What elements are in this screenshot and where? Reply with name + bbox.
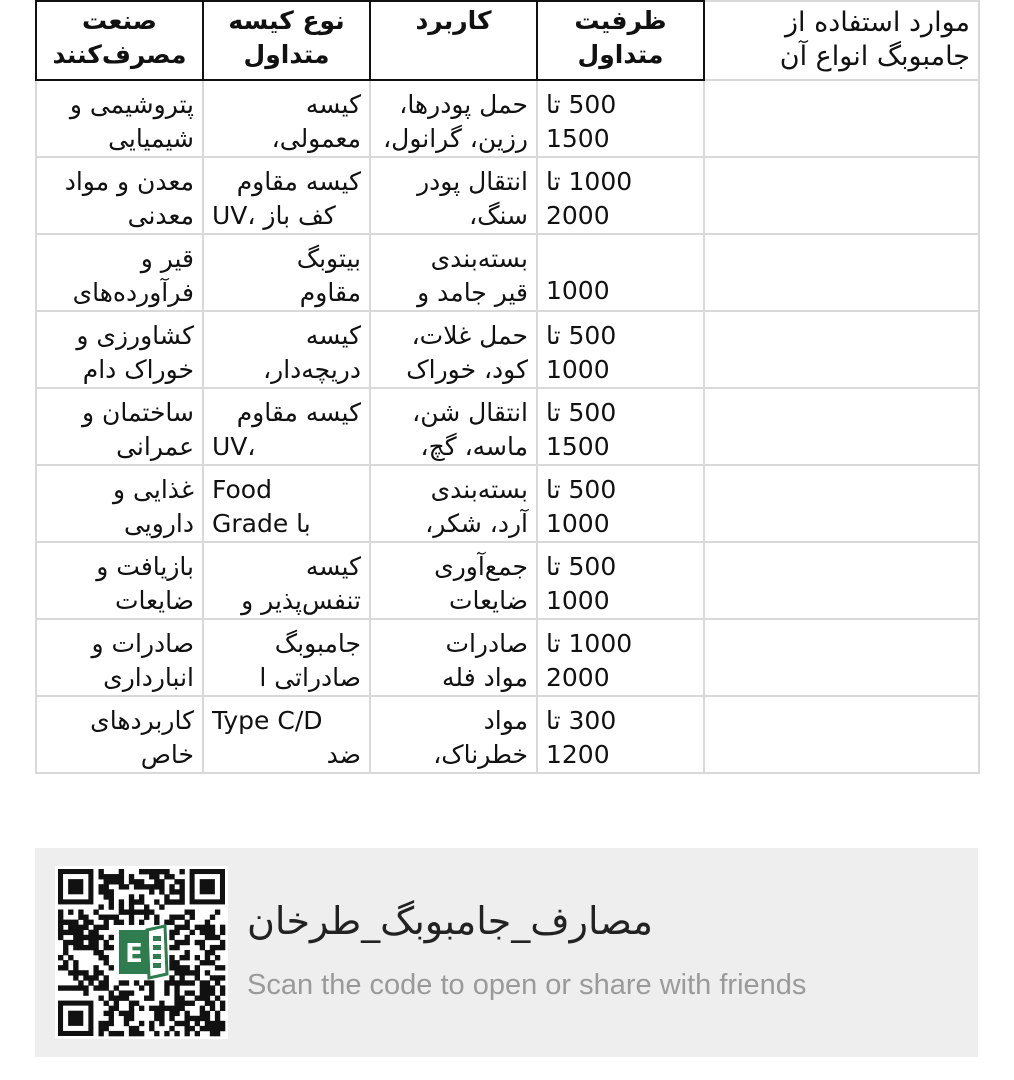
table-row <box>36 157 979 234</box>
cell-industry[interactable] <box>36 542 203 619</box>
cell-line: معدن و مواد <box>64 167 194 196</box>
header-line: نوع کیسه <box>228 6 345 35</box>
cell-notes-empty[interactable] <box>704 80 979 157</box>
share-hint: Scan the code to open or share with friends <box>247 969 807 1001</box>
cell-line: ضد <box>326 740 361 769</box>
cell-line: کشاورزی و <box>76 321 194 350</box>
cell-bag-type[interactable] <box>203 542 370 619</box>
cell-line: دارویی <box>123 509 194 538</box>
cell-line: ضایعات <box>448 586 528 615</box>
header-line: موارد استفاده از <box>784 7 970 38</box>
cell-line: شیمیایی <box>108 124 194 153</box>
cell-bag-type[interactable] <box>203 696 370 773</box>
cell-line: معدنی <box>127 201 194 230</box>
cell-line: 1000 <box>546 276 610 305</box>
cell-line: جمع‌آوری <box>434 552 528 581</box>
cell-line: Grade با <box>212 509 311 538</box>
cell-line: خوراک دام <box>82 355 194 384</box>
cell-line: صادرات <box>445 629 528 658</box>
cell-usage[interactable] <box>370 619 537 696</box>
cell-industry[interactable] <box>36 157 203 234</box>
table-row <box>36 465 979 542</box>
cell-line: معمولی، <box>271 124 361 153</box>
cell-industry[interactable] <box>36 465 203 542</box>
cell-line: ساختمان و <box>81 398 194 427</box>
cell-line: آرد، شکر، <box>425 509 528 538</box>
cell-line: حمل غلات، <box>411 321 528 350</box>
cell-line: جامبوبگ <box>274 629 361 658</box>
cell-line: 1000 <box>546 586 610 615</box>
header-line: جامبوبگ انواع آن <box>779 41 970 72</box>
cell-usage[interactable] <box>370 542 537 619</box>
cell-usage[interactable] <box>370 465 537 542</box>
cell-line: انتقال پودر <box>417 167 528 196</box>
cell-line: 1200 <box>546 740 610 769</box>
cell-line: مواد فله <box>442 663 528 692</box>
table-row <box>36 542 979 619</box>
cell-usage[interactable] <box>370 311 537 388</box>
cell-notes-empty[interactable] <box>704 696 979 773</box>
table-row <box>36 619 979 696</box>
cell-line: صادرات و <box>91 629 194 658</box>
cell-line: دریچه‌دار، <box>263 355 361 384</box>
cell-line: بازیافت و <box>96 552 194 581</box>
cell-line: مواد <box>483 706 528 735</box>
cell-bag-type[interactable] <box>203 388 370 465</box>
cell-industry[interactable] <box>36 80 203 157</box>
cell-line: ماسه، گچ، <box>420 432 528 461</box>
header-bag-type[interactable] <box>203 1 370 80</box>
cell-capacity[interactable] <box>537 157 704 234</box>
cell-industry[interactable] <box>36 311 203 388</box>
cell-line: 500 تا <box>546 398 617 427</box>
cell-capacity[interactable] <box>537 696 704 773</box>
cell-line: 1000 <box>546 509 610 538</box>
cell-line: کیسه <box>305 321 361 350</box>
cell-line: کود، خوراک <box>406 355 528 384</box>
cell-line: مقاوم <box>299 278 361 307</box>
cell-line: کیسه مقاوم <box>236 398 361 427</box>
cell-bag-type[interactable] <box>203 619 370 696</box>
qr-code-image <box>55 866 228 1039</box>
cell-industry[interactable] <box>36 696 203 773</box>
cell-bag-type[interactable] <box>203 80 370 157</box>
cell-capacity[interactable] <box>537 311 704 388</box>
cell-line: کاربردهای <box>90 706 194 735</box>
cell-usage[interactable] <box>370 157 537 234</box>
header-row <box>36 1 979 80</box>
cell-line: Food <box>212 475 272 504</box>
cell-industry[interactable] <box>36 619 203 696</box>
cell-bag-type[interactable] <box>203 465 370 542</box>
cell-bag-type[interactable] <box>203 234 370 311</box>
cell-line: کیسه <box>305 552 361 581</box>
share-footer <box>35 848 978 1057</box>
header-line: متداول <box>577 40 664 69</box>
cell-line: 500 تا <box>546 321 617 350</box>
header-industry[interactable] <box>36 1 203 80</box>
header-usage[interactable] <box>370 1 537 80</box>
table-row <box>36 696 979 773</box>
cell-line: کیسه مقاوم <box>236 167 361 196</box>
cell-line: غذایی و <box>113 475 194 504</box>
cell-line: 300 تا <box>546 706 617 735</box>
cell-usage[interactable] <box>370 234 537 311</box>
spreadsheet-table <box>35 0 980 774</box>
cell-capacity[interactable] <box>537 234 704 311</box>
cell-capacity[interactable] <box>537 619 704 696</box>
cell-line: بسته‌بندی <box>430 244 528 273</box>
cell-line: Type C/D <box>212 706 323 735</box>
table-row <box>36 311 979 388</box>
cell-notes-empty[interactable] <box>704 388 979 465</box>
cell-usage[interactable] <box>370 388 537 465</box>
cell-bag-type[interactable] <box>203 311 370 388</box>
cell-line: صادراتی ا <box>259 663 361 692</box>
cell-line: سنگ، <box>469 201 528 230</box>
table-body <box>36 80 979 773</box>
cell-line: 1500 <box>546 124 610 153</box>
header-line: صنعت <box>82 6 157 35</box>
table-row <box>36 234 979 311</box>
cell-capacity[interactable] <box>537 542 704 619</box>
cell-line: تنفس‌پذیر و <box>241 586 361 615</box>
cell-line: حمل پودرها، <box>399 90 528 119</box>
header-line: متداول <box>243 40 330 69</box>
qr-code[interactable] <box>55 866 228 1039</box>
cell-line: عمرانی <box>116 432 194 461</box>
cell-line: قیر و <box>140 244 194 273</box>
cell-notes-empty[interactable] <box>704 157 979 234</box>
table-row <box>36 80 979 157</box>
cell-industry[interactable] <box>36 388 203 465</box>
header-capacity[interactable] <box>537 1 704 80</box>
cell-notes-empty[interactable] <box>704 465 979 542</box>
cell-line: بیتوبگ <box>296 244 361 273</box>
cell-line: ضایعات <box>114 586 194 615</box>
cell-capacity[interactable] <box>537 388 704 465</box>
cell-line: 1000 <box>546 355 610 384</box>
cell-line: UV، <box>212 432 256 461</box>
cell-notes-empty[interactable] <box>704 234 979 311</box>
cell-line: انبارداری <box>103 663 194 692</box>
header-line: کاربرد <box>415 6 492 35</box>
cell-bag-type[interactable] <box>203 157 370 234</box>
cell-line: پتروشیمی و <box>69 90 194 119</box>
cell-line: 500 تا <box>546 475 617 504</box>
cell-capacity[interactable] <box>537 80 704 157</box>
cell-line: خاص <box>140 740 194 769</box>
file-title: مصارف_جامبوبگ_طرخان <box>247 899 653 943</box>
cell-line: خطرناک، <box>433 740 528 769</box>
cell-capacity[interactable] <box>537 465 704 542</box>
cell-line: UV، کف باز <box>212 201 336 230</box>
cell-line: 1000 تا <box>546 629 633 658</box>
cell-line: 500 تا <box>546 552 617 581</box>
cell-line: 1000 تا <box>546 167 633 196</box>
cell-line: انتقال شن، <box>412 398 528 427</box>
cell-line: قیر جامد و <box>417 278 528 307</box>
header-line: مصرف‌کنند <box>52 40 187 69</box>
cell-usage[interactable] <box>370 696 537 773</box>
cell-line: بسته‌بندی <box>430 475 528 504</box>
cell-line: رزین، گرانول، <box>383 124 528 153</box>
excel-file-icon <box>119 926 167 978</box>
cell-line: 500 تا <box>546 90 617 119</box>
cell-notes-empty[interactable] <box>704 542 979 619</box>
cell-line: فرآورده‌های <box>72 278 194 307</box>
svg-text:E: E <box>125 939 143 969</box>
cell-line: کیسه <box>305 90 361 119</box>
cell-line: 1500 <box>546 432 610 461</box>
header-title-cell[interactable] <box>704 1 979 80</box>
cell-line: 2000 <box>546 201 610 230</box>
table-row <box>36 388 979 465</box>
cell-usage[interactable] <box>370 80 537 157</box>
spreadsheet-table-wrapper <box>35 0 978 774</box>
header-line: ظرفیت <box>574 6 667 35</box>
cell-line: 2000 <box>546 663 610 692</box>
cell-industry[interactable] <box>36 234 203 311</box>
cell-notes-empty[interactable] <box>704 311 979 388</box>
cell-notes-empty[interactable] <box>704 619 979 696</box>
